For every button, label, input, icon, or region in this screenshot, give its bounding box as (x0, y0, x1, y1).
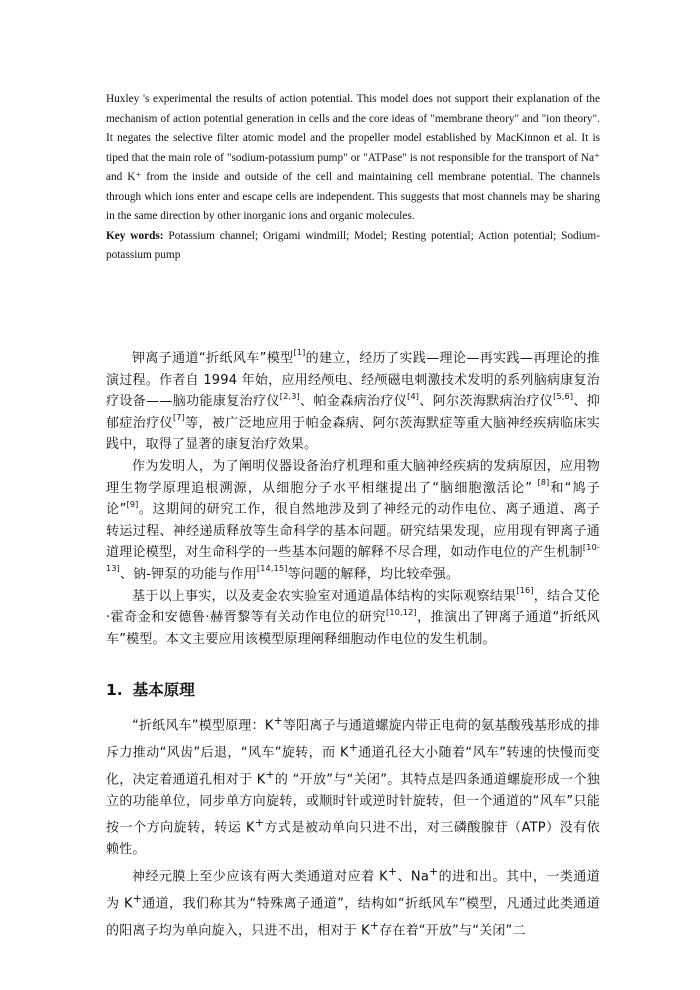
abstract-paragraph: Huxley 's experimental the results of action potential. This model does not support their explanation of the mechanism of action potential generation in cells and the core ideas of "membrane theory" and "ion theory". It negates the selective filter atomic model and the propeller model established by MacKinnon et al. It is tiped that the main role of "sodium-potassium pump" or "ATPase" is not responsible for the transport of Na⁺ and K⁺ from the inside and outside of the cell and maintaining cell membrane potential. The channels through which ions enter and escape cells are independent. This suggests that most channels may be sharing in the same direction by other inorganic ions and organic molecules. (106, 93, 600, 222)
intro-paragraph: 钾离子通道“折纸风车”模型[1]的建立，经历了实践—理论—再实践—再理论的推演过程。作者自 1994 年始，应用经颅电、经颅磁电刺激技术发明的系列脑病康复治疗设备——脑功能康复治疗仪[2,3]、帕金森病治疗仪[4]、阿尔茨海默病治疗仪[5,6]、抑郁症治疗仪[7]等，被广泛地应用于帕金森病、阿尔茨海默症等重大脑神经疾病临床实践中，取得了显著的康复治疗效果。 (106, 348, 600, 453)
section-heading (106, 678, 195, 700)
intro-paragraph: 作为发明人，为了阐明仪器设备治疗机理和重大脑神经疾病的发病原因，应用物理生物学原理追根溯源，从细胞分子水平相继提出了“脑细胞激活论” [8]和“鸠子论”[9]。这期间的研究工作，很自然地涉及到了神经元的动作电位、离子通道、离子转运过程、神经递质释放等生命科学的基本问题。研究结果发现，应用现有钾离子通道理论模型，对生命科学的一些基本问题的解释不尽合理，如动作电位的产生机制[10-13]、钠-钾泵的功能与作用[14,15]等问题的解释，均比较牵强。 (106, 458, 600, 582)
citation-superscript: + (132, 891, 142, 905)
citation-superscript: [7] (172, 413, 185, 423)
intro-paragraph: 基于以上事实，以及麦金农实验室对通道晶体结构的实际观察结果[16]，结合艾伦·霍奇金和安德鲁·赫胥黎等有关动作电位的研究[10,12]，推演出了钾离子通道“折纸风车”模型。本文主要应用该模型原理阐释细胞动作电位的发生机制。 (106, 586, 600, 647)
english-abstract (106, 90, 600, 266)
citation-superscript: + (369, 918, 380, 932)
keywords-line (106, 227, 600, 266)
citation-superscript: [8] (537, 478, 550, 488)
citation-superscript: [9] (126, 499, 139, 509)
section-title-text: 基本原理 (132, 681, 195, 699)
citation-superscript: [1] (293, 348, 306, 358)
citation-superscript: [10,12] (386, 607, 417, 617)
section-body (106, 710, 600, 942)
citation-superscript: + (254, 816, 265, 830)
section-paragraph: 神经元膜上至少应该有两大类通道对应着 K+、Na+的进和出。其中，一类通道为 K+通道，我们称其为“特殊离子通道”，结构如“折纸风车”模型，凡通过此类通道的阳离子均为单向旋入，只进不出，相对于 K+存在着“开放”与“关闭”二 (106, 864, 600, 939)
citation-superscript: [10-13] (106, 542, 600, 574)
citation-superscript: [14,15] (256, 564, 288, 574)
citation-superscript: [4] (407, 391, 420, 401)
citation-superscript: [16] (516, 586, 534, 595)
citation-superscript: [2,3] (279, 391, 300, 401)
citation-superscript: [5,6] (553, 391, 574, 401)
citation-superscript: + (265, 767, 275, 781)
citation-superscript: + (429, 864, 439, 878)
citation-superscript: + (273, 714, 283, 727)
citation-superscript: + (387, 864, 398, 878)
section-paragraph: “折纸风车”模型原理：K+等阳离子与通道螺旋内带正电荷的氨基酸残基形成的排斥力推动“风齿”后退，“风车”旋转，而 K+通道孔径大小随着“风车”转速的快慢而变化，决定着通道孔相对于 K+的 “开放”与“关闭”。其特点是四条通道螺旋形成一个独立的功能单位，同步单方向旋转，或顺时针或逆时针旋转，但一个通道的“风车”只能按一个方向旋转，转运 K+方式是被动单向只进不出，对三磷酸腺苷（ATP）没有依赖性。 (106, 714, 600, 858)
introduction-body (106, 348, 600, 650)
keywords-text: Potassium channel; Origami windmill; Model; Resting potential; Action potential; Sodium-potassium pump (106, 229, 600, 261)
keywords-label: Key words: (106, 229, 164, 242)
section-number: 1. (106, 681, 123, 699)
citation-superscript: + (348, 740, 358, 754)
